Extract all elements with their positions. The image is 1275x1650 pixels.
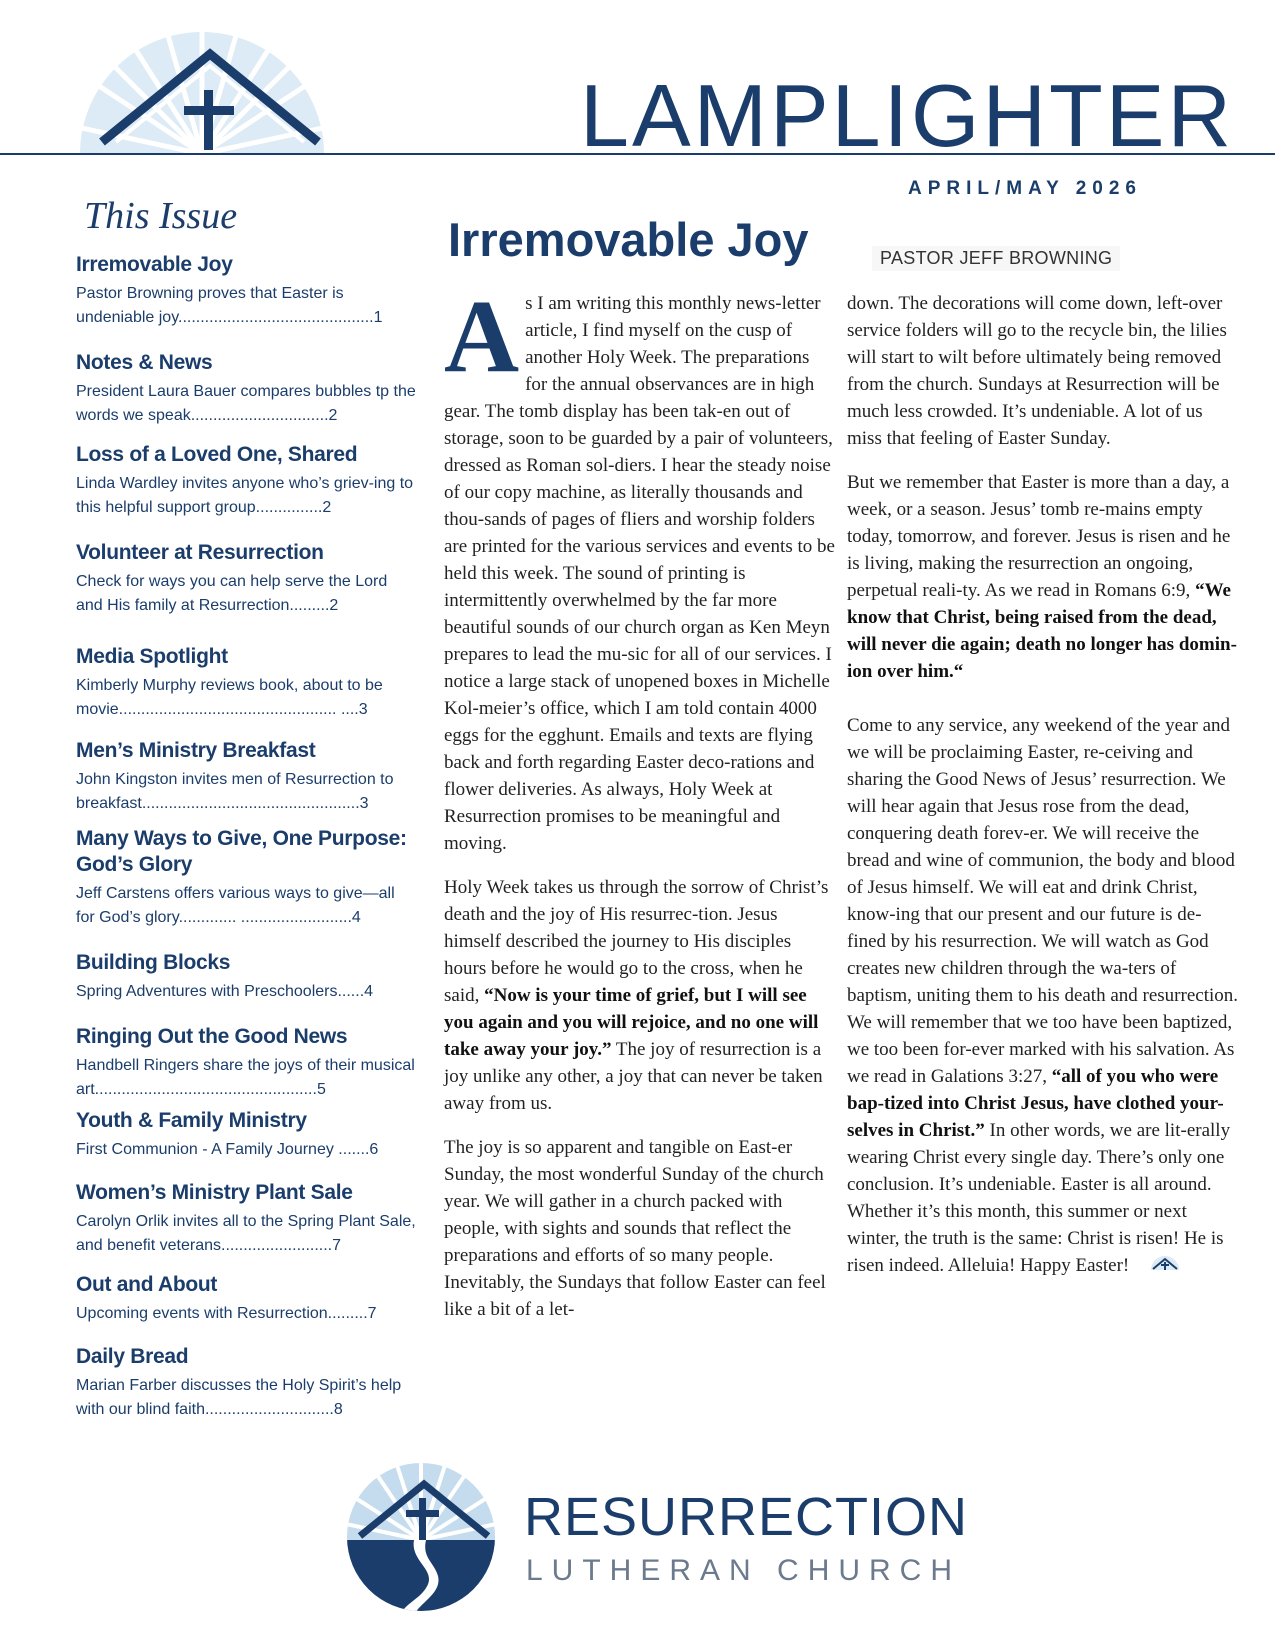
article-paragraph: As I am writing this monthly news-letter article, I find myself on the cusp of another Holy Week. The preparations for the annual observances are in high gear. The tomb display has been tak-en out of storage, soon to be guarded by a pair of volunteers, dressed as Roman sol-diers. I hear the steady noise of our copy machine, as literally thousands and thou-sands of pages of fliers and worship folders are printed for the various services and events to be held this week. The sound of printing is intermittently overwhelmed by the far more beautiful sounds of our church organ as Ken Meyn prepares to lead the mu-sic for all of our services. I notice a large stack of unopened boxes in Michelle Kol-meier’s office, which I am told contain 4000 eggs for the egghunt. Emails and texts are flying back and forth regarding Easter deco-rations and flower deliveries. As always, Holy Week at Resurrection promises to be meaningful and moving. [444, 279, 835, 854]
toc-item-title: Out and About [76, 1273, 218, 1296]
article-paragraph: Come to any service, any weekend of the year and we will be proclaiming Easter, re-ceiving and sharing the Good News of Jesus’ resurrection. We will hear again that Jesus rose from the dead, conquering death forev-er. We will receive the bread and wine of communion, the body and blood of Jesus himself. We will eat and drink Christ, know-ing that our present and our future is de-fined by his resurrection. We will watch as God creates new children through the wa-ters of baptism, uniting them to his death and resurrection. We will remember that we too have been baptized, we too been for-ever marked with his salvation. As we read in Galations 3:27, “all of you who were bap-tized into Christ Jesus, have clothed your-selves in Christ.” In other words, we are lit-erally wearing Christ every single day. There’s only one conclusion. It’s undeniable. Easter is all around. Whether it’s this month, this summer or next winter, the truth is the same: Christ is risen! He is risen indeed. Alleluia! Happy Easter! [847, 712, 1239, 1280]
toc-item[interactable] [76, 1344, 416, 1422]
article-column-left [444, 279, 836, 1340]
toc-item[interactable] [76, 1024, 416, 1102]
church-logo-footer [346, 1462, 496, 1612]
toc-item-desc: Carolyn Orlik invites all to the Spring Plant Sale, and benefit veterans.........................7 [76, 1213, 416, 1254]
this-issue-heading: This Issue [84, 195, 238, 237]
article-column-right [847, 290, 1239, 1297]
toc-item-desc: Handbell Ringers share the joys of their musical art..................................................5 [76, 1057, 415, 1098]
toc-item-title: Women’s Ministry Plant Sale [76, 1181, 353, 1204]
article-paragraph: down. The decorations will come down, left-over service folders will go to the recycle bin, the lilies will start to wilt before ultimately being removed from the church. Sundays at Resurrection will be much less crowded. It’s undeniable. A lot of us miss that feeling of Easter Sunday. [847, 293, 1227, 449]
church-logo-top [72, 30, 332, 154]
toc-item-desc: Jeff Carstens offers various ways to give—all for God’s glory............. .........................4 [76, 885, 395, 926]
toc-item[interactable] [76, 1108, 416, 1162]
toc-item[interactable] [76, 738, 416, 816]
toc-item-title: Building Blocks [76, 951, 231, 974]
toc-item[interactable] [76, 950, 416, 1004]
scripture-quote: “Now is your time of grief, but I will see you again and you will rejoice, and no one will take away your joy.” [444, 985, 819, 1060]
article-paragraph: But we remember that Easter is more than a day, a week, or a season. Jesus’ tomb re-mains empty today, tomorrow, and forever. Jesus is risen and he is living, making the resurrection an ongoing, perpetual reali-ty. As we read in Romans 6:9, “We know that Christ, being raised from the dead, will never die again; death no longer has domin-ion over him.“ [847, 472, 1237, 682]
toc-item-desc: Pastor Browning proves that Easter is undeniable joy............................................1 [76, 285, 383, 326]
toc-item[interactable] [76, 826, 416, 930]
toc-item[interactable] [76, 252, 416, 330]
article-paragraph: The joy is so apparent and tangible on East-er Sunday, the most wonderful Sunday of the church year. We will gather in a church packed with people, with sights and sounds that reflect the preparations and efforts of so many people. Inevitably, the Sundays that follow Easter can feel like a bit of a let- [444, 1137, 826, 1320]
toc-item-desc: Marian Farber discusses the Holy Spirit’s help with our blind faith.............................8 [76, 1377, 402, 1418]
toc-item-desc: Upcoming events with Resurrection.........7 [76, 1305, 377, 1322]
scripture-quote: “all of you who were bap-tized into Christ Jesus, have clothed your-selves in Christ.” [847, 1066, 1224, 1141]
article-paragraph: Holy Week takes us through the sorrow of Christ’s death and the joy of His resurrec-tion. Jesus himself described the journey to His disciples hours before he would go to the cross, when he said, “Now is your time of grief, but I will see you again and you will rejoice, and no one will take away your joy.” The joy of resurrection is a joy unlike any other, a joy that can never be taken away from us. [444, 877, 829, 1114]
toc-item-title: Men’s Ministry Breakfast [76, 739, 316, 762]
toc-item-title: Loss of a Loved One, Shared [76, 443, 358, 466]
toc-item-title: Irremovable Joy [76, 253, 233, 276]
toc-item-desc: Check for ways you can help serve the Lord and His family at Resurrection.........2 [76, 573, 388, 614]
scripture-quote: “We know that Christ, being raised from the dead, will never die again; death no longer has domin-ion over him.“ [847, 580, 1237, 682]
toc-item-desc: First Communion - A Family Journey .......6 [76, 1141, 379, 1158]
toc-item-desc: Spring Adventures with Preschoolers......4 [76, 983, 374, 1000]
toc-item-desc: President Laura Bauer compares bubbles tp the words we speak...............................2 [76, 383, 416, 424]
toc-item-desc: Linda Wardley invites anyone who’s griev-ing to this helpful support group...............2 [76, 475, 414, 516]
end-mark-icon [1149, 1253, 1181, 1280]
toc-item-title: Youth & Family Ministry [76, 1109, 307, 1132]
toc-item-title: Notes & News [76, 351, 213, 374]
toc-item[interactable] [76, 644, 416, 722]
toc-item-title: Daily Bread [76, 1345, 189, 1368]
church-name: RESURRECTION [524, 1487, 969, 1547]
toc-item[interactable] [76, 1272, 416, 1326]
article-title: Irremovable Joy [448, 213, 809, 266]
toc-item[interactable] [76, 442, 416, 520]
toc-item-title: Many Ways to Give, One Purpose: God’s Glory [76, 827, 407, 876]
toc-item-title: Volunteer at Resurrection [76, 541, 324, 564]
toc-item[interactable] [76, 1180, 416, 1258]
newsletter-masthead: LAMPLIGHTER [580, 66, 1235, 165]
article-author: PASTOR JEFF BROWNING [872, 246, 1120, 271]
toc-item-desc: Kimberly Murphy reviews book, about to be movie................................................. ....3 [76, 677, 383, 718]
drop-cap: A [444, 279, 520, 394]
issue-date: APRIL/MAY 2026 [908, 178, 1142, 199]
toc-item-title: Media Spotlight [76, 645, 228, 668]
church-subtitle: LUTHERAN CHURCH [526, 1554, 962, 1587]
toc-item[interactable] [76, 350, 416, 428]
toc-item-title: Ringing Out the Good News [76, 1025, 348, 1048]
toc-item[interactable] [76, 540, 416, 618]
toc-item-desc: John Kingston invites men of Resurrection to breakfast.................................................3 [76, 771, 394, 812]
